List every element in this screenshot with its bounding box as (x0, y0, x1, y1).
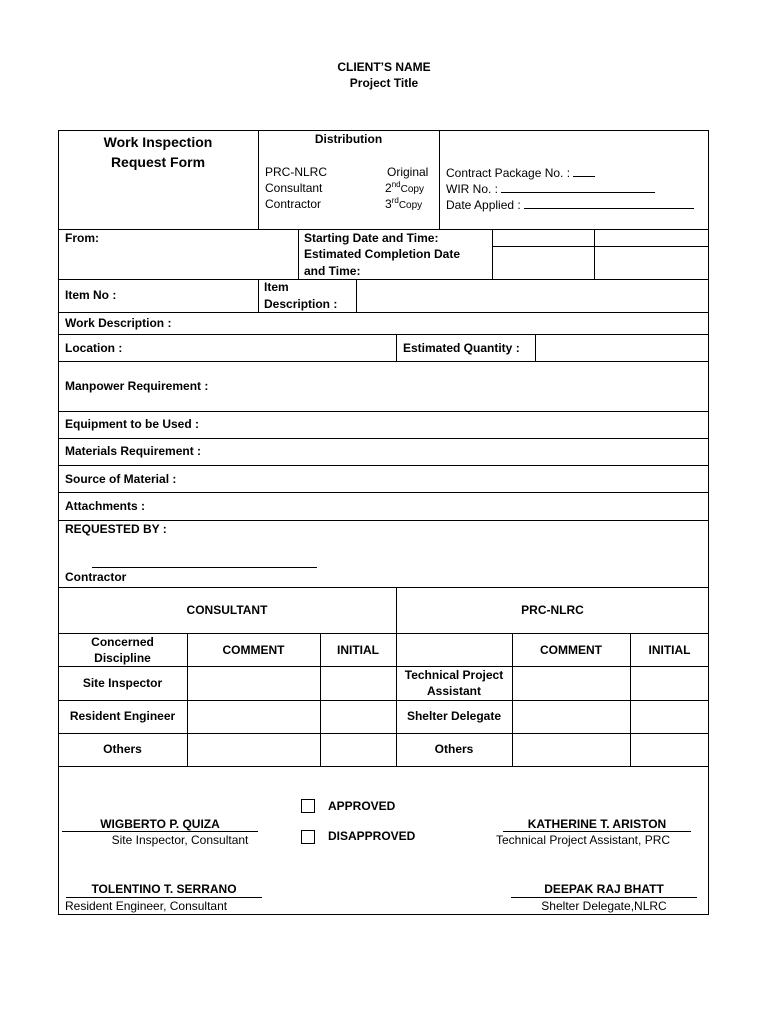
requested-by-label: REQUESTED BY : (65, 522, 167, 536)
prc-nlrc-heading: PRC-NLRC (521, 603, 584, 617)
prc-comment-header: COMMENT (540, 643, 602, 657)
distribution-copy-original: Original (387, 165, 429, 179)
site-inspector-name: WIGBERTO P. QUIZA (100, 817, 220, 831)
consultant-comment-header: COMMENT (222, 643, 285, 657)
shelter-delegate-role: Shelter Delegate,NLRC (541, 899, 667, 913)
disapproved-label: DISAPPROVED (328, 829, 416, 843)
disapproved-checkbox[interactable] (301, 830, 315, 844)
date-applied-label: Date Applied : (446, 196, 694, 213)
tpa-name: KATHERINE T. ARISTON (527, 817, 667, 831)
approved-label: APPROVED (328, 799, 396, 813)
estimated-quantity-label: Estimated Quantity : (403, 341, 520, 355)
shelter-delegate-row-label: Shelter Delegate (406, 709, 502, 723)
distribution-copy-2nd: 2ndCopy (385, 180, 424, 195)
from-label: From: (65, 231, 99, 245)
wir-field[interactable] (501, 180, 655, 193)
source-label: Source of Material : (65, 472, 177, 486)
consultant-others-row-label: Others (103, 742, 142, 756)
equipment-label: Equipment to be Used : (65, 417, 200, 431)
item-description-field[interactable] (357, 280, 708, 311)
contractor-label: Contractor (65, 570, 127, 584)
consultant-heading: CONSULTANT (186, 603, 268, 617)
form-title: Work Inspection (103, 134, 213, 150)
date-applied-field[interactable] (524, 196, 694, 209)
work-description-label: Work Description : (65, 316, 172, 330)
item-description-label: Item (264, 280, 289, 294)
contract-package-field[interactable] (573, 164, 595, 177)
resident-engineer-role: Resident Engineer, Consultant (65, 899, 228, 913)
distribution-party-prc: PRC-NLRC (265, 165, 328, 179)
completion-date-label-2: and Time: (304, 264, 361, 278)
shelter-delegate-name: DEEPAK RAJ BHATT (544, 882, 664, 896)
approved-checkbox[interactable] (301, 799, 315, 813)
contract-package-label: Contract Package No. : (446, 164, 595, 181)
client-name: CLIENT’S NAME (337, 60, 431, 74)
wir-label: WIR No. : (446, 180, 655, 197)
prc-others-row-label: Others (434, 742, 474, 756)
distribution-party-consultant: Consultant (265, 181, 323, 195)
site-inspector-row-label: Site Inspector (82, 676, 163, 690)
distribution-heading: Distribution (314, 132, 383, 146)
distribution-copy-3rd: 3rdCopy (385, 196, 423, 211)
start-date-field[interactable] (493, 230, 708, 246)
item-no-label: Item No : (65, 288, 117, 302)
tpa-row-label-2: Assistant (426, 684, 482, 698)
materials-label: Materials Requirement : (65, 444, 202, 458)
distribution-party-contractor: Contractor (265, 197, 322, 211)
concerned-discipline-header-2: Discipline (94, 651, 151, 665)
attachments-label: Attachments : (65, 499, 146, 513)
contractor-signature-line[interactable] (92, 567, 317, 568)
resident-engineer-row-label: Resident Engineer (69, 709, 176, 723)
concerned-discipline-header: Concerned (91, 635, 154, 649)
site-inspector-role: Site Inspector, Consultant (111, 833, 249, 847)
start-date-label: Starting Date and Time: (304, 231, 439, 245)
completion-date-field[interactable] (493, 247, 708, 278)
item-description-label-2: Description : (264, 297, 338, 311)
completion-date-label: Estimated Completion Date (304, 247, 461, 261)
form-title-line2: Request Form (110, 154, 206, 170)
estimated-quantity-field[interactable] (536, 335, 708, 360)
tpa-row-label: Technical Project (404, 668, 504, 682)
consultant-initial-header: INITIAL (337, 643, 379, 657)
prc-initial-header: INITIAL (648, 643, 691, 657)
tpa-role: Technical Project Assistant, PRC (495, 833, 671, 847)
manpower-label: Manpower Requirement : (65, 379, 209, 393)
project-title: Project Title (349, 76, 419, 90)
resident-engineer-name: TOLENTINO T. SERRANO (91, 882, 237, 896)
location-label: Location : (65, 341, 123, 355)
